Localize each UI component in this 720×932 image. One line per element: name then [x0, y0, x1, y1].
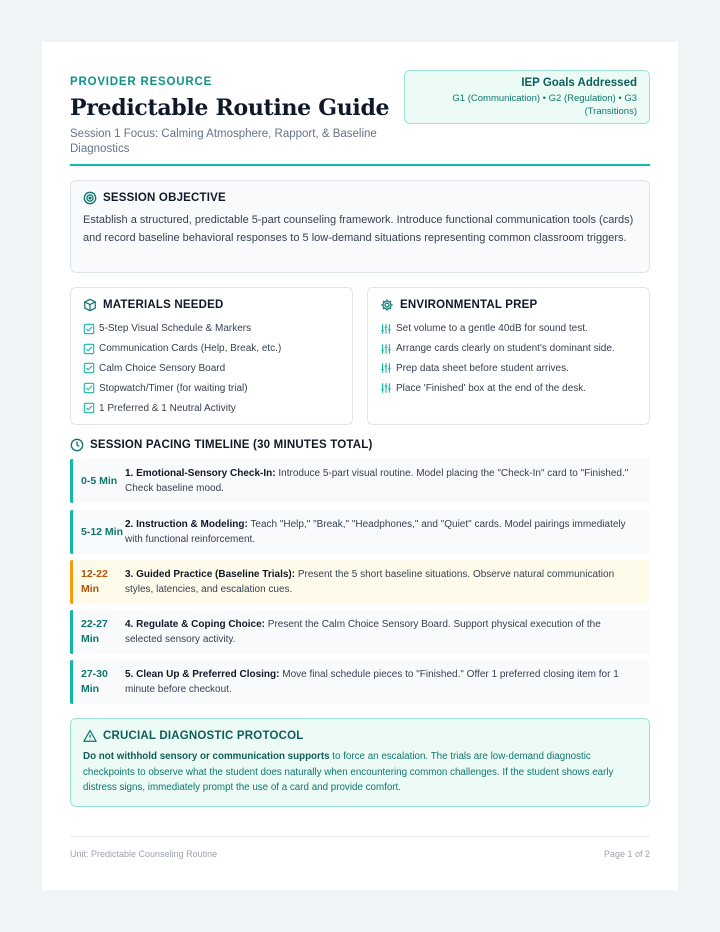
timeline-time: 27-30 Min [81, 668, 108, 695]
checkbox-icon [83, 362, 95, 374]
timeline-time: 12-22 Min [81, 568, 108, 595]
list-item-label: Set volume to a gentle 40dB for sound test. [396, 323, 588, 335]
page-header [70, 76, 650, 166]
iep-goals-title: IEP Goals Addressed [521, 77, 637, 89]
footer-divider [70, 836, 650, 837]
page-number: Page 1 of 2 [603, 849, 650, 859]
target-icon [83, 191, 97, 205]
footer-unit: Unit: Predictable Counseling Routine [70, 849, 218, 859]
gear-icon [380, 298, 394, 312]
timeline-step-text: Present the 5 short baseline situations. Observe natural communication styles, latencies, and escalation cues. [125, 569, 615, 595]
environmental-prep-heading: ENVIRONMENTAL PREP [400, 299, 538, 311]
list-item [83, 359, 340, 379]
timeline-row [70, 459, 650, 503]
list-item [380, 339, 637, 359]
sliders-icon [380, 362, 392, 374]
materials-list [83, 319, 340, 418]
list-item-label: Stopwatch/Timer (for waiting trial) [99, 382, 248, 394]
timeline-description [125, 466, 650, 496]
checkbox-icon [83, 382, 95, 394]
sliders-icon [380, 343, 392, 355]
warning-triangle-icon [83, 729, 97, 743]
timeline-heading-row [70, 438, 373, 452]
timeline-heading: SESSION PACING TIMELINE (30 MINUTES TOTAL) [90, 439, 373, 451]
list-item [83, 378, 340, 398]
timeline-step-text: Introduce 5-part visual routine. Model placing the "Check-In" card to "Finished." Check baseline mood. [125, 468, 629, 494]
timeline-description [125, 517, 650, 547]
list-item-label: Calm Choice Sensory Board [99, 362, 226, 374]
sliders-icon [380, 382, 392, 394]
timeline-description [125, 617, 650, 647]
page-subtitle: Session 1 Focus: Calming Atmosphere, Rapport, & Baseline Diagnostics [70, 128, 377, 155]
list-item [380, 378, 637, 398]
header-divider [70, 164, 650, 166]
materials-heading: MATERIALS NEEDED [103, 299, 224, 311]
session-objective-text: Establish a structured, predictable 5-part counseling framework. Introduce functional communication tools (cards) and record baseline behavioral responses to 5 low-demand situations representing common classroom triggers. [83, 214, 634, 244]
protocol-emphasis: Do not withhold sensory or communication supports [83, 751, 330, 762]
list-item [83, 339, 340, 359]
list-item [83, 398, 340, 418]
timeline-step-title: 4. Regulate & Coping Choice: [125, 619, 266, 630]
timeline-row [70, 610, 650, 654]
resource-kicker: PROVIDER RESOURCE [70, 76, 213, 88]
list-item-label: Communication Cards (Help, Break, etc.) [99, 343, 282, 355]
list-item [380, 359, 637, 379]
timeline-step-title: 1. Emotional-Sensory Check-In: [125, 468, 276, 479]
timeline-time: 5-12 Min [81, 525, 124, 538]
timeline-row [70, 510, 650, 554]
timeline-time: 22-27 Min [81, 618, 108, 645]
timeline-step-title: 2. Instruction & Modeling: [125, 519, 248, 530]
cube-icon [83, 298, 97, 312]
timeline-step-text: Move final schedule pieces to "Finished." Offer 1 preferred closing item for 1 minute before checkout. [125, 669, 619, 695]
timeline-step-text: Present the Calm Choice Sensory Board. Support physical execution of the selected sensory activity. [125, 619, 601, 645]
document-page [42, 42, 678, 890]
timeline-step-title: 5. Clean Up & Preferred Closing: [125, 669, 280, 680]
diagnostic-protocol-card [70, 718, 650, 807]
checkbox-icon [83, 343, 95, 355]
timeline-step-title: 3. Guided Practice (Baseline Trials): [125, 569, 296, 580]
list-item-label: 5-Step Visual Schedule & Markers [99, 323, 252, 335]
timeline-time: 0-5 Min [81, 474, 118, 487]
list-item-label: Place 'Finished' box at the end of the desk. [396, 382, 587, 394]
environmental-prep-list [380, 319, 637, 398]
timeline-description [125, 667, 650, 697]
materials-card [70, 287, 353, 425]
list-item-label: Prep data sheet before student arrives. [396, 362, 569, 374]
environmental-prep-card [367, 287, 650, 425]
session-objective-card [70, 180, 650, 273]
iep-goals-box [404, 70, 650, 124]
diagnostic-protocol-text [83, 749, 637, 796]
iep-goals-list: G1 (Communication) • G2 (Regulation) • G3 (Transitions) [452, 93, 637, 117]
checkbox-icon [83, 323, 95, 335]
timeline-step-text: Teach "Help," "Break," "Headphones," and "Quiet" cards. Model pairings immediately with functional reinforcement. [125, 519, 626, 545]
clock-icon [70, 438, 84, 452]
sliders-icon [380, 323, 392, 335]
timeline-row-highlighted [70, 560, 650, 604]
timeline-description [125, 567, 650, 597]
diagnostic-protocol-heading: CRUCIAL DIAGNOSTIC PROTOCOL [103, 730, 304, 742]
checkbox-icon [83, 402, 95, 414]
list-item [83, 319, 340, 339]
protocol-body: to force an escalation. The trials are low-demand diagnostic checkpoints to observe what the student does naturally when encountering common challenges. If the student shows early distress signs, immediately prompt the use of a card and provide comfort. [83, 751, 614, 793]
timeline-row [70, 660, 650, 704]
list-item-label: Arrange cards clearly on student's dominant side. [396, 343, 615, 355]
list-item-label: 1 Preferred & 1 Neutral Activity [99, 402, 236, 414]
page-title: Predictable Routine Guide [70, 95, 390, 121]
list-item [380, 319, 637, 339]
session-objective-heading: SESSION OBJECTIVE [103, 192, 226, 204]
